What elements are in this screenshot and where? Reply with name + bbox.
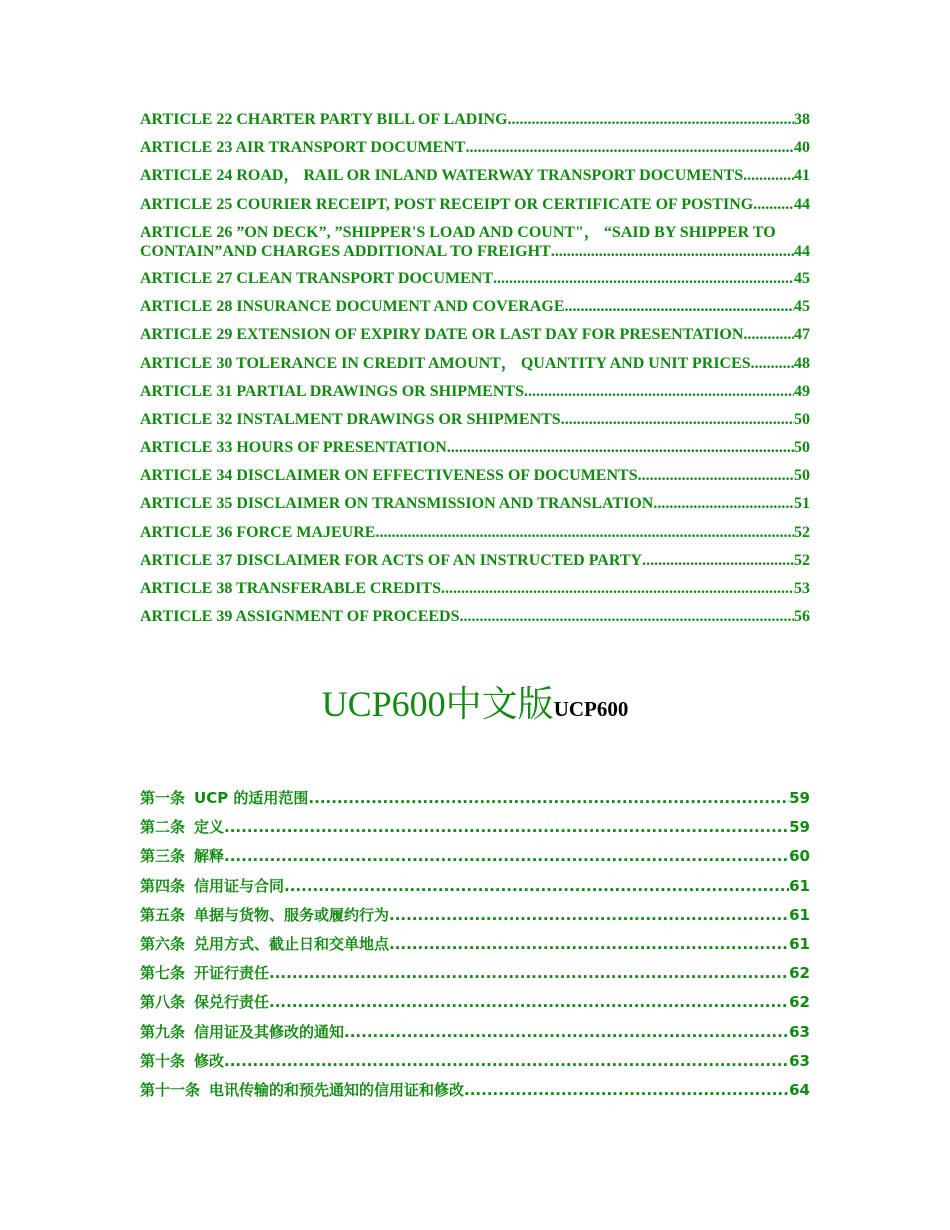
- dot-leader: [551, 242, 794, 261]
- toc-page-number: 61: [789, 934, 810, 953]
- toc-entry-cn-11[interactable]: [140, 1080, 810, 1100]
- toc-entry-article-29[interactable]: [140, 325, 810, 345]
- toc-entry-article-35[interactable]: [140, 494, 810, 514]
- toc-article-title: 单据与货物、服务或履约行为: [194, 905, 390, 924]
- toc-page-number: 38: [794, 111, 810, 128]
- toc-entry-article-22[interactable]: [140, 110, 810, 130]
- toc-entry-article-32[interactable]: [140, 410, 810, 430]
- toc-article-number: 第二条: [140, 818, 186, 837]
- toc-entry-article-27[interactable]: [140, 269, 810, 289]
- toc-entry-label: ARTICLE 39 ASSIGNMENT OF PROCEEDS: [140, 608, 460, 626]
- dot-leader: [224, 817, 789, 837]
- toc-entry-article-24[interactable]: [140, 166, 810, 186]
- toc-entry-label: ARTICLE 24 ROAD， RAIL OR INLAND WATERWAY TRANSPORT DOCUMENTS: [140, 167, 744, 185]
- toc-page-number: 52: [794, 551, 810, 569]
- toc-article-number: 第十条: [140, 1051, 186, 1070]
- toc-entry-article-34[interactable]: [140, 466, 810, 486]
- toc-entry-article-38[interactable]: [140, 579, 810, 599]
- toc-entry-cn-10[interactable]: [140, 1051, 810, 1071]
- toc-page-number: 45: [794, 298, 810, 316]
- toc-entry-cn-1[interactable]: [140, 788, 810, 808]
- dot-leader: [561, 410, 794, 430]
- toc-article-title: 解释: [194, 847, 225, 866]
- toc-entry-label: ARTICLE 32 INSTALMENT DRAWINGS OR SHIPMENTS: [140, 410, 561, 428]
- toc-entry-label: ARTICLE 29 EXTENSION OF EXPIRY DATE OR LAST DAY FOR PRESENTATION: [140, 326, 744, 344]
- dot-leader: [224, 1051, 789, 1071]
- toc-page-number: 64: [789, 1080, 810, 1099]
- section-heading-suffix: UCP600: [553, 697, 629, 721]
- toc-entry-label: ARTICLE 30 TOLERANCE IN CREDIT AMOUNT， QUANTITY AND UNIT PRICES: [140, 354, 751, 372]
- dot-leader: [389, 934, 789, 954]
- toc-page-number: 48: [794, 354, 810, 372]
- toc-page-number: 63: [789, 1022, 810, 1041]
- toc-article-number: 第七条: [140, 964, 186, 983]
- toc-article-title: 修改: [194, 1051, 225, 1070]
- toc-article-title: 兑用方式、截止日和交单地点: [194, 934, 390, 953]
- toc-article-number: 第五条: [140, 905, 186, 924]
- toc-entry-cn-9[interactable]: [140, 1022, 810, 1042]
- toc-entry-cn-7[interactable]: [140, 963, 810, 983]
- toc-article-number: 第九条: [140, 1022, 186, 1041]
- dot-leader: [508, 110, 794, 130]
- dot-leader: [465, 138, 794, 158]
- toc-article-title: 保兑行责任: [194, 993, 270, 1012]
- toc-article-number: 第一条: [140, 789, 186, 807]
- toc-entry-label: ARTICLE 27 CLEAN TRANSPORT DOCUMENT: [140, 269, 493, 287]
- toc-page-number: 53: [794, 580, 810, 597]
- dot-leader: [524, 382, 794, 402]
- dot-leader: [743, 166, 794, 186]
- toc-page-number: 62: [789, 964, 810, 983]
- toc-entry-label-line1: ARTICLE 26 ”ON DECK”, ”SHIPPER'S LOAD AND COUNT"， “SAID BY SHIPPER TO: [140, 223, 776, 241]
- toc-article-number: 第八条: [140, 993, 186, 1012]
- dot-leader: [308, 788, 789, 808]
- toc-page-number: 40: [794, 139, 810, 157]
- toc-entry-cn-4[interactable]: [140, 876, 810, 896]
- toc-entry-label: ARTICLE 37 DISCLAIMER FOR ACTS OF AN INSTRUCTED PARTY: [140, 551, 643, 569]
- dot-leader: [464, 1080, 789, 1100]
- toc-page-number: 61: [789, 876, 810, 895]
- dot-leader: [441, 579, 794, 599]
- toc-entry-article-36[interactable]: [140, 523, 810, 543]
- section-heading-main: UCP600中文版: [321, 684, 554, 724]
- toc-article-title: 信用证及其修改的通知: [194, 1022, 345, 1041]
- toc-entry-article-30[interactable]: [140, 354, 810, 374]
- toc-page-number: 49: [794, 382, 810, 400]
- toc-entry-label: ARTICLE 31 PARTIAL DRAWINGS OR SHIPMENTS: [140, 382, 524, 400]
- toc-entry-cn-8[interactable]: [140, 992, 810, 1012]
- toc-page-number: 61: [789, 905, 810, 924]
- dot-leader: [751, 354, 794, 374]
- dot-leader: [565, 297, 794, 317]
- toc-entry-label: ARTICLE 28 INSURANCE DOCUMENT AND COVERAGE: [140, 298, 565, 316]
- toc-page-number: 50: [794, 410, 810, 428]
- toc-page-number: 59: [789, 789, 810, 807]
- toc-entry-label: ARTICLE 23 AIR TRANSPORT DOCUMENT: [140, 139, 466, 157]
- toc-page-number: 59: [789, 818, 810, 837]
- dot-leader: [653, 494, 794, 514]
- toc-entry-label: ARTICLE 33 HOURS OF PRESENTATION: [140, 439, 447, 457]
- toc-page-number: 44: [794, 195, 810, 213]
- dot-leader: [284, 876, 789, 896]
- toc-page-number: 63: [789, 1051, 810, 1070]
- dot-leader: [224, 846, 789, 866]
- toc-entry-cn-5[interactable]: [140, 905, 810, 925]
- toc-chinese: [140, 788, 810, 1109]
- toc-page-number: 62: [789, 993, 810, 1012]
- toc-entry-article-28[interactable]: [140, 297, 810, 317]
- toc-page-number: 41: [794, 167, 810, 185]
- dot-leader: [460, 607, 795, 627]
- dot-leader: [269, 963, 789, 983]
- toc-entry-label: ARTICLE 25 COURIER RECEIPT, POST RECEIPT OR CERTIFICATE OF POSTING: [140, 195, 754, 213]
- toc-article-number: 第六条: [140, 934, 186, 953]
- toc-page-number: 56: [794, 608, 810, 626]
- toc-entry-article-33[interactable]: [140, 438, 810, 458]
- toc-entry-label: ARTICLE 22 CHARTER PARTY BILL OF LADING: [140, 111, 508, 128]
- toc-entry-cn-6[interactable]: [140, 934, 810, 954]
- toc-article-number: 第三条: [140, 847, 186, 866]
- toc-entry-label: ARTICLE 36 FORCE MAJEURE: [140, 523, 376, 541]
- dot-leader: [753, 195, 794, 215]
- toc-entry-label: ARTICLE 34 DISCLAIMER ON EFFECTIVENESS OF DOCUMENTS: [140, 467, 638, 485]
- toc-entry-article-31[interactable]: [140, 382, 810, 402]
- toc-english: [140, 110, 810, 635]
- toc-page-number: 47: [794, 326, 810, 344]
- toc-entry-label: ARTICLE 35 DISCLAIMER ON TRANSMISSION AND TRANSLATION: [140, 495, 654, 513]
- dot-leader: [344, 1022, 789, 1042]
- toc-page-number: 60: [789, 847, 810, 866]
- dot-leader: [269, 992, 789, 1012]
- toc-page-number: 50: [794, 439, 810, 457]
- dot-leader: [389, 905, 789, 925]
- dot-leader: [493, 269, 794, 289]
- toc-article-number: 第十一条: [140, 1080, 201, 1099]
- toc-entry-article-23[interactable]: [140, 138, 810, 158]
- toc-article-title: 信用证与合同: [194, 876, 285, 895]
- toc-entry-article-25[interactable]: [140, 195, 810, 215]
- toc-article-number: 第四条: [140, 876, 186, 895]
- toc-entry-cn-2[interactable]: [140, 817, 810, 837]
- toc-entry-article-26[interactable]: [140, 223, 810, 261]
- toc-page-number: 45: [794, 269, 810, 287]
- dot-leader: [743, 325, 794, 345]
- dot-leader: [638, 466, 794, 486]
- toc-article-title: UCP 的适用范围: [194, 789, 309, 807]
- toc-entry-article-39[interactable]: [140, 607, 810, 627]
- dot-leader: [447, 438, 794, 458]
- dot-leader: [642, 551, 794, 571]
- toc-page-number: 50: [794, 467, 810, 485]
- toc-article-title: 开证行责任: [194, 964, 270, 983]
- section-heading: [0, 676, 950, 727]
- toc-entry-cn-3[interactable]: [140, 846, 810, 866]
- toc-page-number: 44: [794, 242, 810, 260]
- toc-entry-label-line2: CONTAIN”AND CHARGES ADDITIONAL TO FREIGHT: [140, 242, 551, 260]
- dot-leader: [375, 523, 794, 543]
- toc-entry-article-37[interactable]: [140, 551, 810, 571]
- toc-page-number: 51: [794, 495, 810, 513]
- toc-article-title: 定义: [194, 818, 225, 837]
- toc-entry-label: ARTICLE 38 TRANSFERABLE CREDITS: [140, 580, 441, 597]
- toc-page-number: 52: [794, 523, 810, 541]
- toc-article-title: 电讯传输的和预先通知的信用证和修改: [209, 1080, 465, 1099]
